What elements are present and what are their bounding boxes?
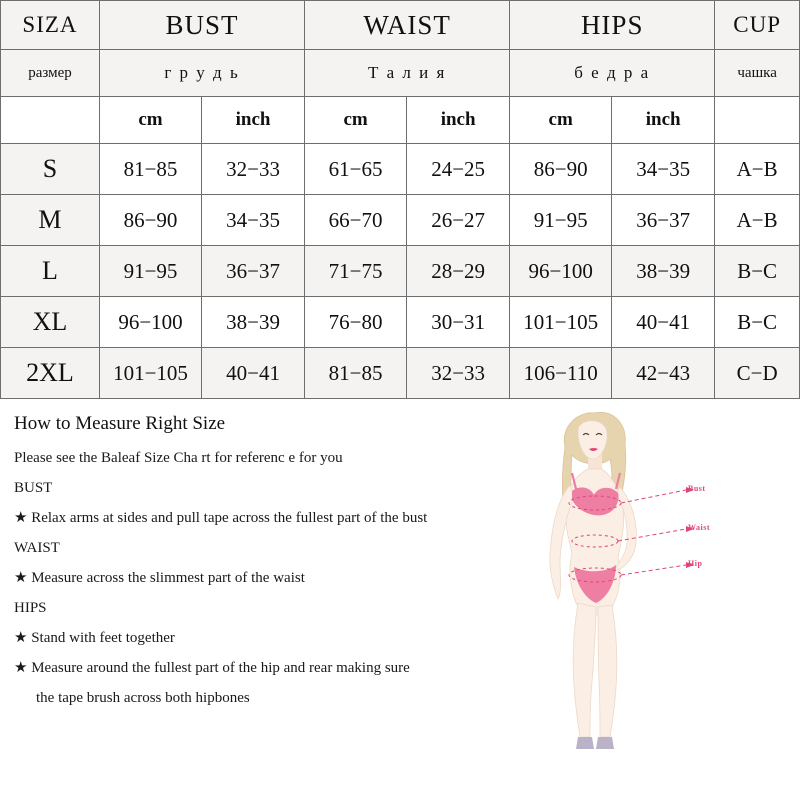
cell-bust-cm: 101−105 (99, 348, 201, 399)
cell-hips-cm: 96−100 (510, 246, 612, 297)
header-waist: WAIST (305, 1, 510, 50)
howto-line-waist-step: ★ Measure across the slimmest part of the waist (14, 570, 305, 586)
table-header-russian (1, 50, 800, 97)
cell-hips-cm: 86−90 (510, 144, 612, 195)
header-cup: CUP (715, 1, 800, 50)
cell-bust-inch: 32−33 (202, 144, 305, 195)
cell-waist-inch: 30−31 (407, 297, 510, 348)
cell-waist-cm: 66−70 (305, 195, 407, 246)
cell-waist-cm: 81−85 (305, 348, 407, 399)
table-header-main (1, 1, 800, 50)
cell-waist-inch: 28−29 (407, 246, 510, 297)
cell-cup: A−B (715, 195, 800, 246)
cell-hips-inch: 40−41 (612, 297, 715, 348)
cell-hips-inch: 38−39 (612, 246, 715, 297)
cell-hips-inch: 36−37 (612, 195, 715, 246)
cell-bust-cm: 81−85 (99, 144, 201, 195)
figure-label-bust: Bust (688, 484, 706, 493)
howto-line-intro: Please see the Baleaf Size Cha rt for referenc e for you (14, 450, 343, 466)
cell-waist-cm: 71−75 (305, 246, 407, 297)
cell-cup: C−D (715, 348, 800, 399)
table-row (1, 297, 800, 348)
table-row (1, 246, 800, 297)
cell-waist-inch: 32−33 (407, 348, 510, 399)
header-cup-ru: чашка (715, 50, 800, 97)
cell-cup: B−C (715, 297, 800, 348)
female-body-diagram (510, 407, 760, 757)
howto-line-waist-heading: WAIST (14, 540, 60, 556)
cell-bust-inch: 36−37 (202, 246, 305, 297)
unit-waist-inch: inch (407, 97, 510, 144)
howto-line-bust-heading: BUST (14, 480, 53, 496)
row-size: 2XL (1, 348, 100, 399)
table-row (1, 348, 800, 399)
cell-bust-cm: 86−90 (99, 195, 201, 246)
howto-title: How to Measure Right Size (14, 413, 226, 434)
row-size: XL (1, 297, 100, 348)
cell-cup: B−C (715, 246, 800, 297)
header-hips-ru: б е д р а (510, 50, 715, 97)
cell-hips-cm: 91−95 (510, 195, 612, 246)
unit-bust-cm: cm (99, 97, 201, 144)
figure-label-waist: Waist (688, 523, 711, 532)
row-size: S (1, 144, 100, 195)
cell-bust-inch: 40−41 (202, 348, 305, 399)
row-size: L (1, 246, 100, 297)
cell-hips-cm: 101−105 (510, 297, 612, 348)
unit-hips-inch: inch (612, 97, 715, 144)
header-bust: BUST (99, 1, 304, 50)
cell-waist-cm: 76−80 (305, 297, 407, 348)
header-bust-ru: г р у д ь (99, 50, 304, 97)
figure-label-hip: Hip (688, 559, 703, 568)
measure-instructions (0, 399, 800, 759)
row-size: M (1, 195, 100, 246)
howto-line-hips-step1: ★ Stand with feet together (14, 630, 175, 646)
table-row (1, 195, 800, 246)
howto-line-hips-step3: the tape brush across both hipbones (36, 690, 250, 706)
cell-hips-inch: 34−35 (612, 144, 715, 195)
cell-bust-cm: 96−100 (99, 297, 201, 348)
cell-bust-inch: 34−35 (202, 195, 305, 246)
cell-bust-inch: 38−39 (202, 297, 305, 348)
header-waist-ru: Т а л и я (305, 50, 510, 97)
table-row (1, 144, 800, 195)
howto-line-bust-step: ★ Relax arms at sides and pull tape across the fullest part of the bust (14, 510, 428, 526)
header-size-ru: размер (1, 50, 100, 97)
unit-waist-cm: cm (305, 97, 407, 144)
cell-waist-inch: 26−27 (407, 195, 510, 246)
cell-hips-cm: 106−110 (510, 348, 612, 399)
howto-line-hips-heading: HIPS (14, 600, 47, 616)
unit-hips-cm: cm (510, 97, 612, 144)
header-hips: HIPS (510, 1, 715, 50)
unit-spacer-size (1, 97, 100, 144)
cell-hips-inch: 42−43 (612, 348, 715, 399)
cell-bust-cm: 91−95 (99, 246, 201, 297)
header-size: SIZA (1, 1, 100, 50)
howto-line-hips-step2: ★ Measure around the fullest part of the hip and rear making sure (14, 660, 410, 676)
cell-waist-inch: 24−25 (407, 144, 510, 195)
table-header-units (1, 97, 800, 144)
measurement-figure-illustration (510, 407, 760, 757)
unit-bust-inch: inch (202, 97, 305, 144)
unit-spacer-cup (715, 97, 800, 144)
cell-cup: A−B (715, 144, 800, 195)
size-chart-table (0, 0, 800, 399)
cell-waist-cm: 61−65 (305, 144, 407, 195)
